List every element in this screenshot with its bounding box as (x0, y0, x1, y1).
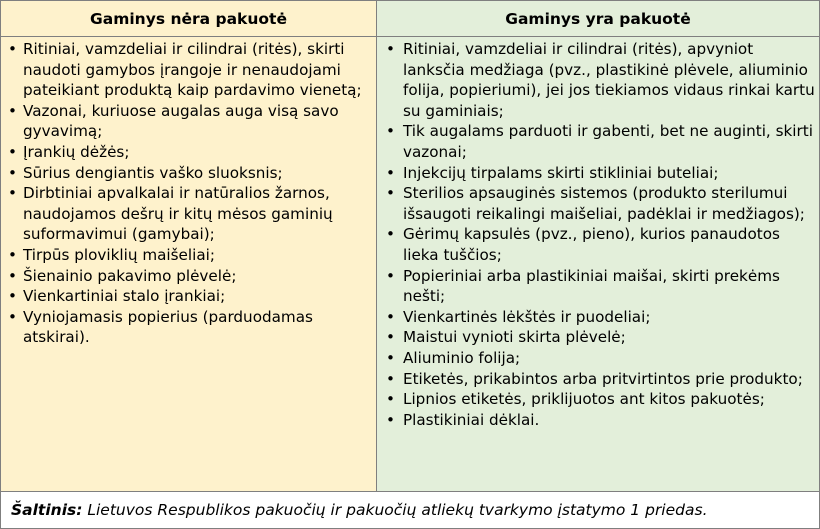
not-packaging-header: Gaminys nėra pakuotė (1, 1, 376, 37)
is-packaging-column (377, 1, 819, 491)
list-item: • Įrankių dėžės; (1, 142, 376, 163)
source-note (1, 491, 819, 528)
list-item: • Injekcijų tirpalams skirti stikliniai buteliai; (377, 163, 819, 184)
list-item: • Ritiniai, vamzdeliai ir cilindrai (ritės), skirti naudoti gamybos įrangoje ir nenaudojami pateikiant produktą kaip pardavimo vienetą; (1, 39, 376, 101)
list-item: • Vienkartinės lėkštės ir puodeliai; (377, 307, 819, 328)
list-item: • Vyniojamasis popierius (parduodamas atskirai). (1, 307, 376, 348)
source-text: Lietuvos Respublikos pakuočių ir pakuočių atliekų tvarkymo įstatymo 1 priedas. (82, 501, 708, 519)
is-packaging-header: Gaminys yra pakuotė (377, 1, 819, 37)
list-item: • Popieriniai arba plastikiniai maišai, skirti prekėms nešti; (377, 266, 819, 307)
list-item: • Vienkartiniai stalo įrankiai; (1, 286, 376, 307)
list-item: • Tirpūs ploviklių maišeliai; (1, 245, 376, 266)
list-item: • Gėrimų kapsulės (pvz., pieno), kurios panaudotos lieka tuščios; (377, 224, 819, 265)
list-item: • Maistui vynioti skirta plėvelė; (377, 327, 819, 348)
list-item: • Aliuminio folija; (377, 348, 819, 369)
list-item: • Plastikiniai dėklai. (377, 410, 819, 431)
list-item: • Tik augalams parduoti ir gabenti, bet ne auginti, skirti vazonai; (377, 121, 819, 162)
list-item: • Vazonai, kuriuose augalas auga visą savo gyvavimą; (1, 101, 376, 142)
list-item: • Sterilios apsauginės sistemos (produkto sterilumui išsaugoti reikalingi maišeliai, padėklai ir medžiagos); (377, 183, 819, 224)
source-label: Šaltinis: (11, 501, 83, 519)
list-item: • Lipnios etiketės, priklijuotos ant kitos pakuotės; (377, 389, 819, 410)
comparison-table (1, 1, 819, 491)
is-packaging-list (377, 37, 819, 430)
not-packaging-column (1, 1, 377, 491)
not-packaging-list (1, 37, 376, 348)
list-item: • Šienainio pakavimo plėvelė; (1, 266, 376, 287)
list-item: • Dirbtiniai apvalkalai ir natūralios žarnos, naudojamos dešrų ir kitų mėsos gaminių suformavimui (gamybai); (1, 183, 376, 245)
list-item: • Sūrius dengiantis vaško sluoksnis; (1, 163, 376, 184)
list-item: • Etiketės, prikabintos arba pritvirtintos prie produkto; (377, 369, 819, 390)
list-item: • Ritiniai, vamzdeliai ir cilindrai (ritės), apvyniot lanksčia medžiaga (pvz., plastikinė plėvele, aliuminio folija, popieriumi), jei jos tiekiamos vidaus rinkai kartu su gaminiais; (377, 39, 819, 121)
